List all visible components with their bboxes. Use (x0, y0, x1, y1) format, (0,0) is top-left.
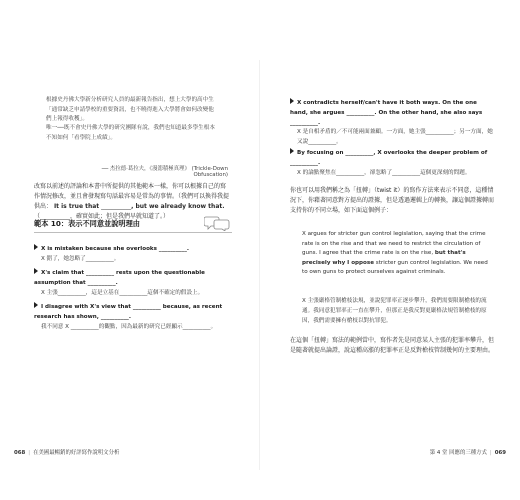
speech-bubbles-icon (204, 215, 230, 231)
example-block-zh: X 主張嚴格管制槍枝法規，並說犯罪率正逐步攀升，我們需要限制槍枝的流通。我同意犯罪率正一直在攀升，但那正是我反對更嚴格法規管制槍枝的原因，我們需要擁有槍枝以對抗罪犯。 (302, 298, 487, 324)
template-item-zh: X 是自相矛盾的／不可能兩面兼顧。一方面，她主張__________；另一方面，她又說__________。 (297, 129, 493, 146)
book-title: 在美國最暢銷的好評寫作說明文分析 (33, 450, 120, 456)
attribution-title: (Trickle-Down Obfuscation) (191, 166, 228, 178)
template-item-en: X's claim that __________ rests upon the questionable assumption that __________. (34, 270, 205, 286)
template-item-en: By focusing on __________, X overlooks the deeper problem of __________. (290, 150, 488, 166)
quote-attribution (88, 164, 228, 178)
right-footer: 第 4 堂 回應的三種方式 | 069 (429, 450, 506, 456)
arrow-bullet-icon (34, 244, 38, 250)
page-number-left: 068 (14, 450, 26, 456)
body-paragraph (34, 182, 230, 222)
block-quote-emphasis: but that's precisely why I oppose (302, 250, 466, 266)
template-item-2 (34, 268, 234, 298)
template-item-1 (34, 244, 234, 265)
template-item-en: I disagree with X's view that __________ because, as recent research has shown, __________. (34, 304, 223, 320)
quote-paragraph-2: 唯一──既不會史丹佛大學的研究團隊有說，我們也知道最多學生根本不知如何「看學院上成績」。 (46, 125, 215, 141)
block-quote-text: X argues for stricter gun control legislation, saying that the crime rate is on the rise and that we need to restrict the circulation of guns. I agree that the crime rate is on the rise, (302, 231, 486, 257)
template-item-en: X contradicts herself/can't have it both ways. On the one hand, she argues __________. On the other hand, she also says __________. (290, 100, 483, 126)
arrow-bullet-icon (290, 98, 294, 104)
template-item-zh: 我不同意 X __________的觀點，因為最新的研究已經顯示__________。 (41, 323, 217, 330)
right-page (260, 0, 520, 500)
left-footer: 068 | 在美國最暢銷的好評寫作說明文分析 (14, 450, 120, 456)
body-en-2: , but we already know that. (131, 203, 225, 210)
template-item-3 (34, 302, 234, 332)
template-item-zh: X 的論點聚焦在__________，卻忽略了__________這個更深刻的問題。 (297, 169, 471, 176)
template-item-zh: X 主張__________，這是立基在__________這個不確定的假設上。 (41, 289, 204, 296)
template-item-en: X is mistaken because she overlooks __________. (41, 246, 190, 252)
arrow-bullet-icon (290, 148, 294, 154)
body-zh-2: （__________，確實如此；但是我們早就知道了。） (34, 213, 170, 220)
chapter-label: 第 4 堂 (429, 450, 448, 456)
example-block-quote (302, 230, 490, 278)
template-heading (34, 218, 232, 233)
arrow-bullet-icon (34, 268, 38, 274)
template-item-4 (290, 98, 496, 148)
body-blank-1: __________ (101, 203, 132, 210)
quote-paragraph-1: 根據史丹佛大學新分析研究人員的最新報告指出，想上大學的高中生「通常缺乏申請學校的重要資訊，也不曉得進入大學將會如何改變他們上報得收穫」。 (46, 97, 214, 123)
template-item-zh: X 錯了，她忽略了__________。 (41, 255, 120, 262)
template-item-5 (290, 148, 496, 178)
closing-paragraph: 在這個「扭轉」寫法的範例當中，寫作者先是同意某人主張的犯罪率攀升，但是隨著就提出論證，說這種高漲的犯罪率正是反對槍枝管制幾何的主要理由。 (290, 337, 495, 354)
attribution-author: ── 杰拉德·葛拉夫，《漫漶積極真理》 (101, 166, 190, 172)
chapter-title: 回應的三種方式 (449, 450, 487, 456)
block-quote-end: stricter gun control legislation. We need to own guns to protect ourselves against criminals. (302, 259, 488, 276)
arrow-bullet-icon (34, 302, 38, 308)
page-number-right: 069 (494, 450, 506, 456)
twist-paragraph: 你也可以用我們稱之為「扭轉」（twist it）的寫作方法來表示不同意，這種情況下，你藉著同意對方提出的證據，但是透過邏輯上的轉換，讓這個證據轉而支持你的不同立場，如下面這個例子： (290, 187, 495, 214)
template-title: 範本 10：表示不同意並說明理由 (34, 219, 140, 228)
body-zh-1: 改寫以前述的評論和本書中所提供的其他範本一樣，你可以根據自己的寫作情況修改，並且會發現寫句話最容易是常為的事情。（我們可以換得我提供出： (34, 183, 230, 210)
body-en-1: It is true that (53, 203, 100, 210)
